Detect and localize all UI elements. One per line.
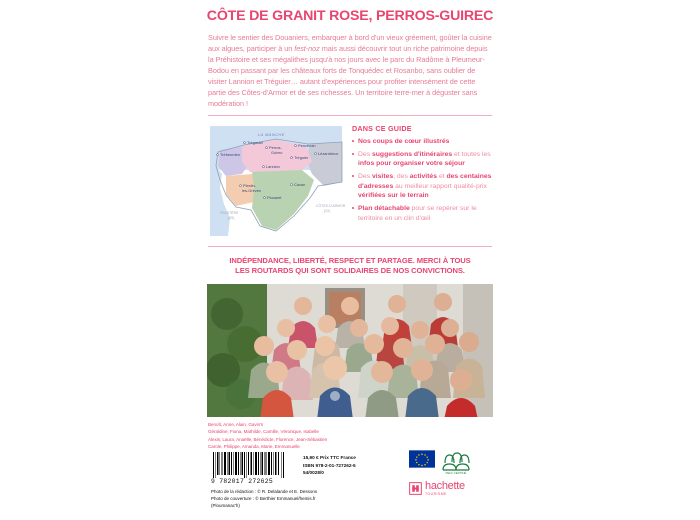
manifesto-banner	[195, 247, 505, 284]
pefc-label: PEFC CERTIFIÉ	[445, 472, 467, 475]
map-place-label: Lannion	[266, 164, 280, 170]
credits-line-2: Géraldine, Fiona, Mathilde, Camille, Véronique, Isabelle	[208, 429, 319, 435]
isbn-block	[303, 454, 356, 477]
photo-credit-editorial: Photo de la rédaction : © R. Delalande et E. Dessons	[211, 489, 318, 494]
map-department-label: CÔTES-D'ARMOR	[316, 204, 346, 209]
credits-line-3: Alexis, Laura, Anaëlle, Bénédicte, Florence, Jean-Sébastien	[208, 436, 328, 442]
guide-bullet-emphasis: visites	[371, 172, 394, 180]
map-place-dot	[263, 166, 265, 168]
guide-list-wrap	[352, 122, 495, 240]
map-place-label: Trégastel	[247, 140, 264, 146]
guide-bullet-emphasis: activités	[409, 172, 437, 180]
guide-bullet-text: Des	[358, 150, 372, 158]
barcode-block	[211, 452, 287, 485]
map-department-code: (29)	[228, 216, 235, 221]
map-department-code: (22)	[324, 209, 331, 214]
pefc-trees-icon	[440, 450, 472, 472]
cover-footer	[195, 448, 505, 520]
photo-credit-cover: Photo de couverture : © Berthier Emmanuel/hemis.fr	[211, 495, 316, 501]
map-place-label: Perros-	[269, 145, 282, 151]
back-cover	[195, 0, 505, 520]
guide-bullet-emphasis: vérifiées sur le terrain	[358, 192, 429, 200]
manifesto-line-2: LES ROUTARDS QUI SONT SOLIDAIRES DE NOS CONVICTIONS.	[235, 266, 465, 276]
map-place-dot	[291, 157, 293, 159]
internal-code: 54/0028/0	[303, 470, 324, 476]
guide-bullet-2	[352, 150, 495, 170]
map-department-label: FINISTÈRE	[220, 211, 239, 216]
barcode-icon	[211, 452, 287, 478]
map-place-dot	[266, 147, 268, 149]
credits-line-1: Benoît, Anne, Alain, Gavin's	[208, 421, 264, 427]
map-place-label: Penvénan	[298, 143, 316, 149]
map-svg	[206, 122, 346, 240]
map-place-dot	[295, 145, 297, 147]
manifesto-line-1: INDÉPENDANCE, LIBERTÉ, RESPECT ET PARTAGE. MERCI À TOUS	[229, 256, 471, 266]
page-title: CÔTE DE GRANIT ROSE, PERROS-GUIREC	[206, 8, 494, 24]
map-place-dot	[264, 197, 266, 199]
guide-bullets	[352, 137, 495, 223]
publisher-logos	[409, 450, 493, 496]
price-label: 15,90 € Prix TTC France	[303, 455, 356, 460]
guide-bullet-3	[352, 172, 495, 202]
guide-bullet-1	[352, 137, 495, 147]
guide-bullet-text: pour se repérer sur le territoire en un clin d'œil	[358, 204, 477, 222]
map-place-dot	[240, 185, 242, 187]
pefc-logo	[440, 450, 472, 475]
barcode-digits: 9 782017 272625	[211, 478, 274, 485]
map-place-dot	[244, 142, 246, 144]
guide-heading: DANS CE GUIDE	[352, 124, 412, 134]
map-place-dot	[291, 184, 293, 186]
guide-bullet-text: et	[437, 172, 447, 180]
map-place-label: Plouaret	[267, 195, 282, 201]
photo-credit-block	[211, 489, 317, 510]
map-place-label: les-Grèves	[242, 188, 261, 194]
credits-line-4: Carole, Philippe, Amanda, Marie, Emmanuelle	[208, 443, 300, 449]
eu-flag-icon	[409, 450, 435, 468]
guide-section	[195, 116, 505, 240]
guide-bullet-emphasis: Plan détachable	[358, 204, 410, 212]
guide-bullet-text: et toutes les	[452, 150, 491, 158]
map-place-dot	[217, 154, 219, 156]
team-photo	[207, 284, 493, 417]
guide-bullet-4	[352, 204, 495, 224]
map-place-label: Plestin-	[243, 183, 256, 189]
publisher-imprint: TOURISME	[425, 492, 447, 496]
map-place-label: Tréguier	[294, 155, 309, 161]
publisher-name: hachette	[425, 480, 465, 492]
map-place-label: Lézardrieux	[318, 151, 339, 157]
guide-bullet-emphasis: suggestions d'itinéraires	[371, 150, 453, 158]
guide-bullet-text: au meilleur rapport qualité-prix	[393, 182, 487, 190]
guide-bullet-text: Des	[358, 172, 372, 180]
team-photo-illustration	[207, 284, 493, 417]
guide-bullet-emphasis: des centaines d'adresses	[358, 172, 492, 190]
blurb-paragraph: Suivre le sentier des Douaniers, embarquer à bord d'un vieux gréement, goûter la cuisine aux algues, participer à un fest-noz mais aussi découvrir tout un riche patrimoine depuis la Préhistoire et ses mégalithes jusqu'à nos jours avec le parc du Radôme à Pleumeur-Bodou en passant par les châteaux forts de Tonquédec et Rosanbo, sans oublier de visiter Lannion et Tréguier… autant d'expériences pour profiter intensément de cette partie des Côtes-d'Armor et de ses richesses. Un territoire terre-mer à déguster sans modération !	[208, 32, 492, 109]
team-credits	[195, 417, 505, 451]
map-place-label: Cavan	[294, 182, 306, 188]
map-sea-label: LA MANCHE	[258, 132, 285, 138]
region-map	[206, 122, 346, 240]
isbn-number: ISBN 978-2-01-727262-5	[303, 462, 356, 468]
blurb-italic-term: fest-noz	[294, 43, 320, 53]
map-place-dot	[315, 153, 317, 155]
map-place-label: Trébeurden	[220, 152, 240, 158]
guide-bullet-text: , des	[393, 172, 410, 180]
guide-bullet-emphasis: Nos coups de cœur illustrés	[358, 138, 450, 146]
hachette-logo	[409, 481, 493, 496]
photo-credit-location: (Ploumanac'h)	[211, 502, 240, 508]
hachette-mark-icon	[409, 482, 422, 495]
map-place-label: Guirec	[271, 150, 283, 156]
guide-bullet-emphasis: infos pour organiser votre séjour	[358, 160, 465, 168]
